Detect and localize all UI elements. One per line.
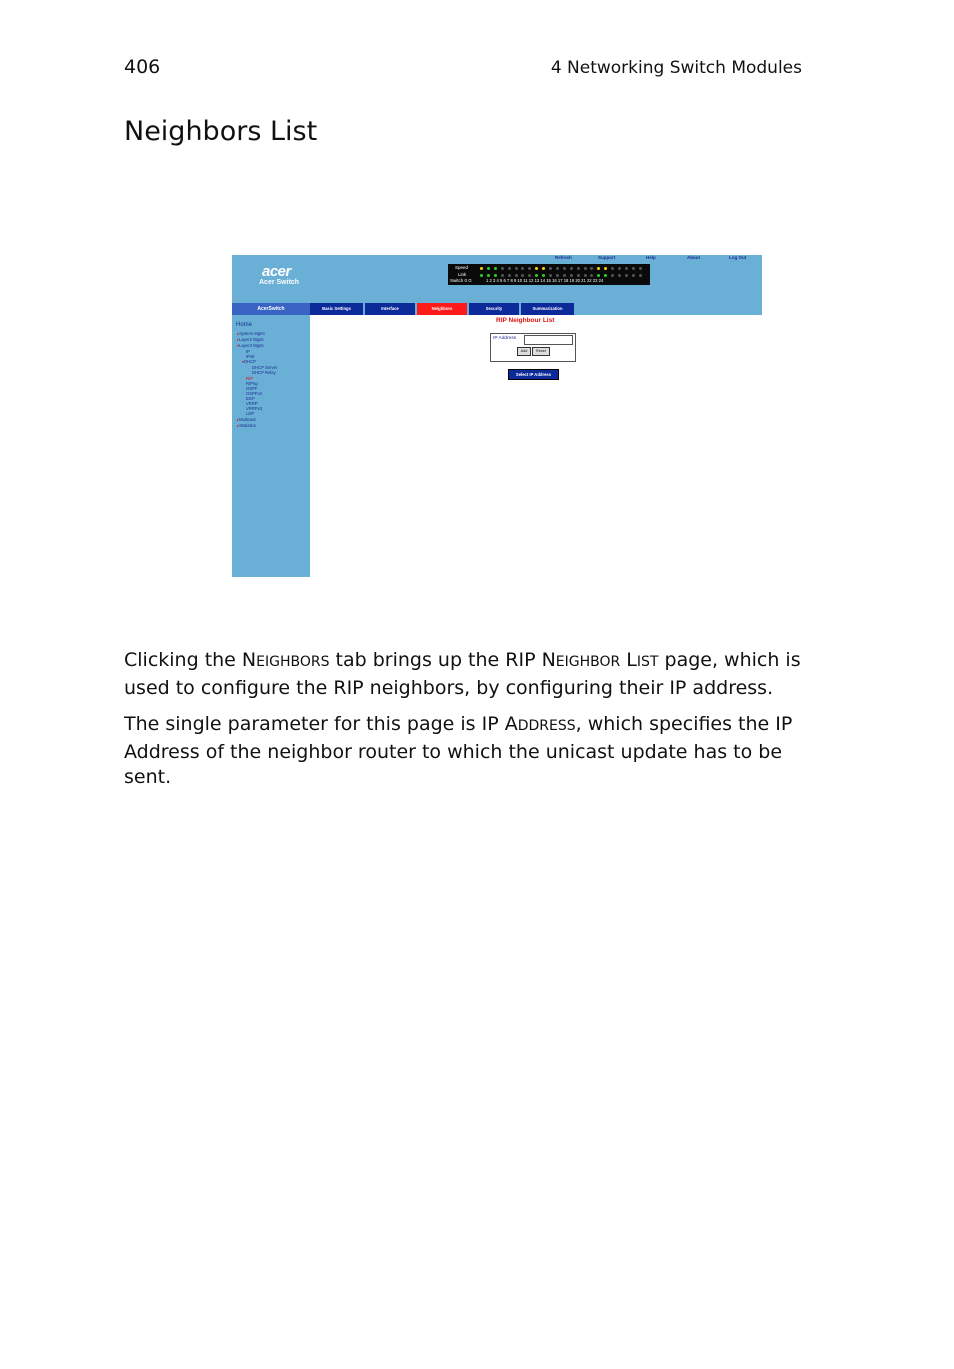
port-led	[487, 274, 490, 277]
port-led	[625, 274, 628, 277]
nav-vrrpv3[interactable]: VRRPv3	[246, 406, 263, 411]
port-led	[577, 274, 580, 277]
link-label: Link	[458, 272, 467, 277]
tab-basic-settings[interactable]: Basic Settings	[310, 303, 363, 315]
acer-logo: acer	[262, 263, 291, 280]
port-led	[521, 274, 524, 277]
support-link[interactable]: Support	[598, 255, 616, 260]
expand-arrow-icon: ▾	[237, 343, 240, 348]
expand-arrow-icon: ▸	[237, 417, 240, 422]
nav-home[interactable]: Home	[236, 322, 253, 328]
nav-ospfv3[interactable]: OSPFv3	[246, 391, 262, 396]
port-led	[528, 274, 531, 277]
help-link[interactable]: Help	[646, 255, 656, 260]
port-led	[590, 274, 593, 277]
nav-rip[interactable]: RIP	[246, 376, 253, 381]
port-led	[584, 267, 587, 270]
expand-arrow-icon: ▸	[237, 423, 240, 428]
port-led	[549, 274, 552, 277]
nav-ospf[interactable]: OSPF	[246, 386, 258, 391]
port-led	[577, 267, 580, 270]
logout-link[interactable]: Log Out	[729, 255, 747, 260]
port-led	[632, 274, 635, 277]
port-led	[542, 267, 545, 270]
about-link[interactable]: About	[687, 255, 700, 260]
nav-multicast[interactable]: ▸Multicast	[237, 417, 256, 422]
port-led	[584, 274, 587, 277]
port-led	[639, 274, 642, 277]
paragraph-neighbors-tab: Clicking the NEIGHBORS tab brings up the RIP NEIGHBOR LIST page, which is used to configure the RIP neighbors, by configuring their IP address.	[124, 649, 801, 699]
port-led	[625, 267, 628, 270]
port-led	[494, 274, 497, 277]
ip-address-label: IP Address	[493, 336, 517, 341]
port-led	[487, 267, 490, 270]
port-led	[535, 274, 538, 277]
port-led	[549, 267, 552, 270]
port-led	[618, 267, 621, 270]
nav-vrrp[interactable]: VRRP	[246, 401, 258, 406]
expand-arrow-icon: ▸	[237, 337, 240, 342]
tab-interface[interactable]: Interface	[365, 303, 415, 315]
port-numbers: 1 2 3 4 5 6 7 8 9 10 11 12 13 14 15 16 17 18 19 20 21 22 23 24	[486, 278, 604, 283]
port-led	[556, 267, 559, 270]
switch-label: Switch 0 G	[450, 278, 472, 283]
port-led	[639, 267, 642, 270]
nav-layer3-mgmt[interactable]: ▾Layer3 Mgmt	[237, 343, 264, 348]
nav-bgp[interactable]: BGP	[246, 396, 255, 401]
port-led	[515, 274, 518, 277]
section-title: Neighbors List	[124, 116, 318, 147]
port-led	[494, 267, 497, 270]
port-led	[570, 274, 573, 277]
port-led	[563, 274, 566, 277]
switch-web-ui-screenshot	[232, 255, 762, 577]
nav-dhcp-relay[interactable]: DHCP Relay	[252, 370, 276, 375]
port-led	[508, 274, 511, 277]
nav-dhcp-server[interactable]: DHCP Server	[252, 365, 278, 370]
ip-address-form	[490, 333, 576, 362]
top-links	[232, 255, 762, 263]
port-led	[501, 267, 504, 270]
refresh-link[interactable]: Refresh	[555, 255, 572, 260]
port-led	[570, 267, 573, 270]
nav-ip[interactable]: IP	[246, 349, 250, 354]
nav-ripng[interactable]: RIPng	[246, 381, 258, 386]
nav-ldp[interactable]: LDP	[246, 411, 255, 416]
port-led	[542, 274, 545, 277]
rip-neighbour-list-title: RIP Neighbour List	[496, 317, 555, 324]
port-led	[535, 267, 538, 270]
port-led	[563, 267, 566, 270]
port-led	[508, 267, 511, 270]
port-led	[611, 267, 614, 270]
port-status-panel	[448, 264, 650, 285]
speed-label: Speed	[455, 265, 469, 270]
port-led	[597, 267, 600, 270]
port-led	[556, 274, 559, 277]
port-led	[604, 274, 607, 277]
port-led	[604, 267, 607, 270]
tab-security[interactable]: Security	[469, 303, 519, 315]
sidebar	[232, 315, 310, 577]
ip-address-input[interactable]	[524, 335, 573, 345]
port-led	[521, 267, 524, 270]
expand-arrow-icon: ▾	[242, 359, 245, 364]
nav-layer2-mgmt[interactable]: ▸Layer2 Mgmt	[237, 337, 264, 342]
port-led	[515, 267, 518, 270]
expand-arrow-icon: ▸	[237, 331, 240, 336]
tab-bar-filler	[574, 303, 762, 315]
port-led	[501, 274, 504, 277]
nav-system-mgmt[interactable]: ▸System Mgmt	[237, 331, 265, 336]
sidebar-header: AcerSwitch	[232, 303, 310, 315]
nav-dhcp[interactable]: ▾DHCP	[242, 359, 256, 364]
tab-neighbors[interactable]: Neighbors	[417, 303, 467, 315]
select-ip-address-button[interactable]: Select IP Address	[508, 369, 559, 380]
reset-button[interactable]: Reset	[532, 347, 550, 356]
port-led	[618, 274, 621, 277]
port-led	[590, 267, 593, 270]
page-number: 406	[124, 56, 161, 78]
running-header: 4 Networking Switch Modules	[550, 58, 802, 78]
tab-summarization[interactable]: Summarization	[521, 303, 574, 315]
nav-ipv6[interactable]: IPv6	[246, 354, 255, 359]
port-led	[611, 274, 614, 277]
paragraph-ip-address-parameter: The single parameter for this page is IP ADDRESS, which specifies the IP Address of the neighbor router to which the unicast update has to be sent.	[124, 713, 793, 788]
port-led	[597, 274, 600, 277]
port-led	[480, 267, 483, 270]
port-led	[528, 267, 531, 270]
nav-statistics[interactable]: ▸Statistics	[237, 423, 256, 428]
port-led	[480, 274, 483, 277]
add-button[interactable]: Add	[517, 347, 531, 356]
brand-label: Acer Switch	[259, 279, 300, 286]
port-led	[632, 267, 635, 270]
